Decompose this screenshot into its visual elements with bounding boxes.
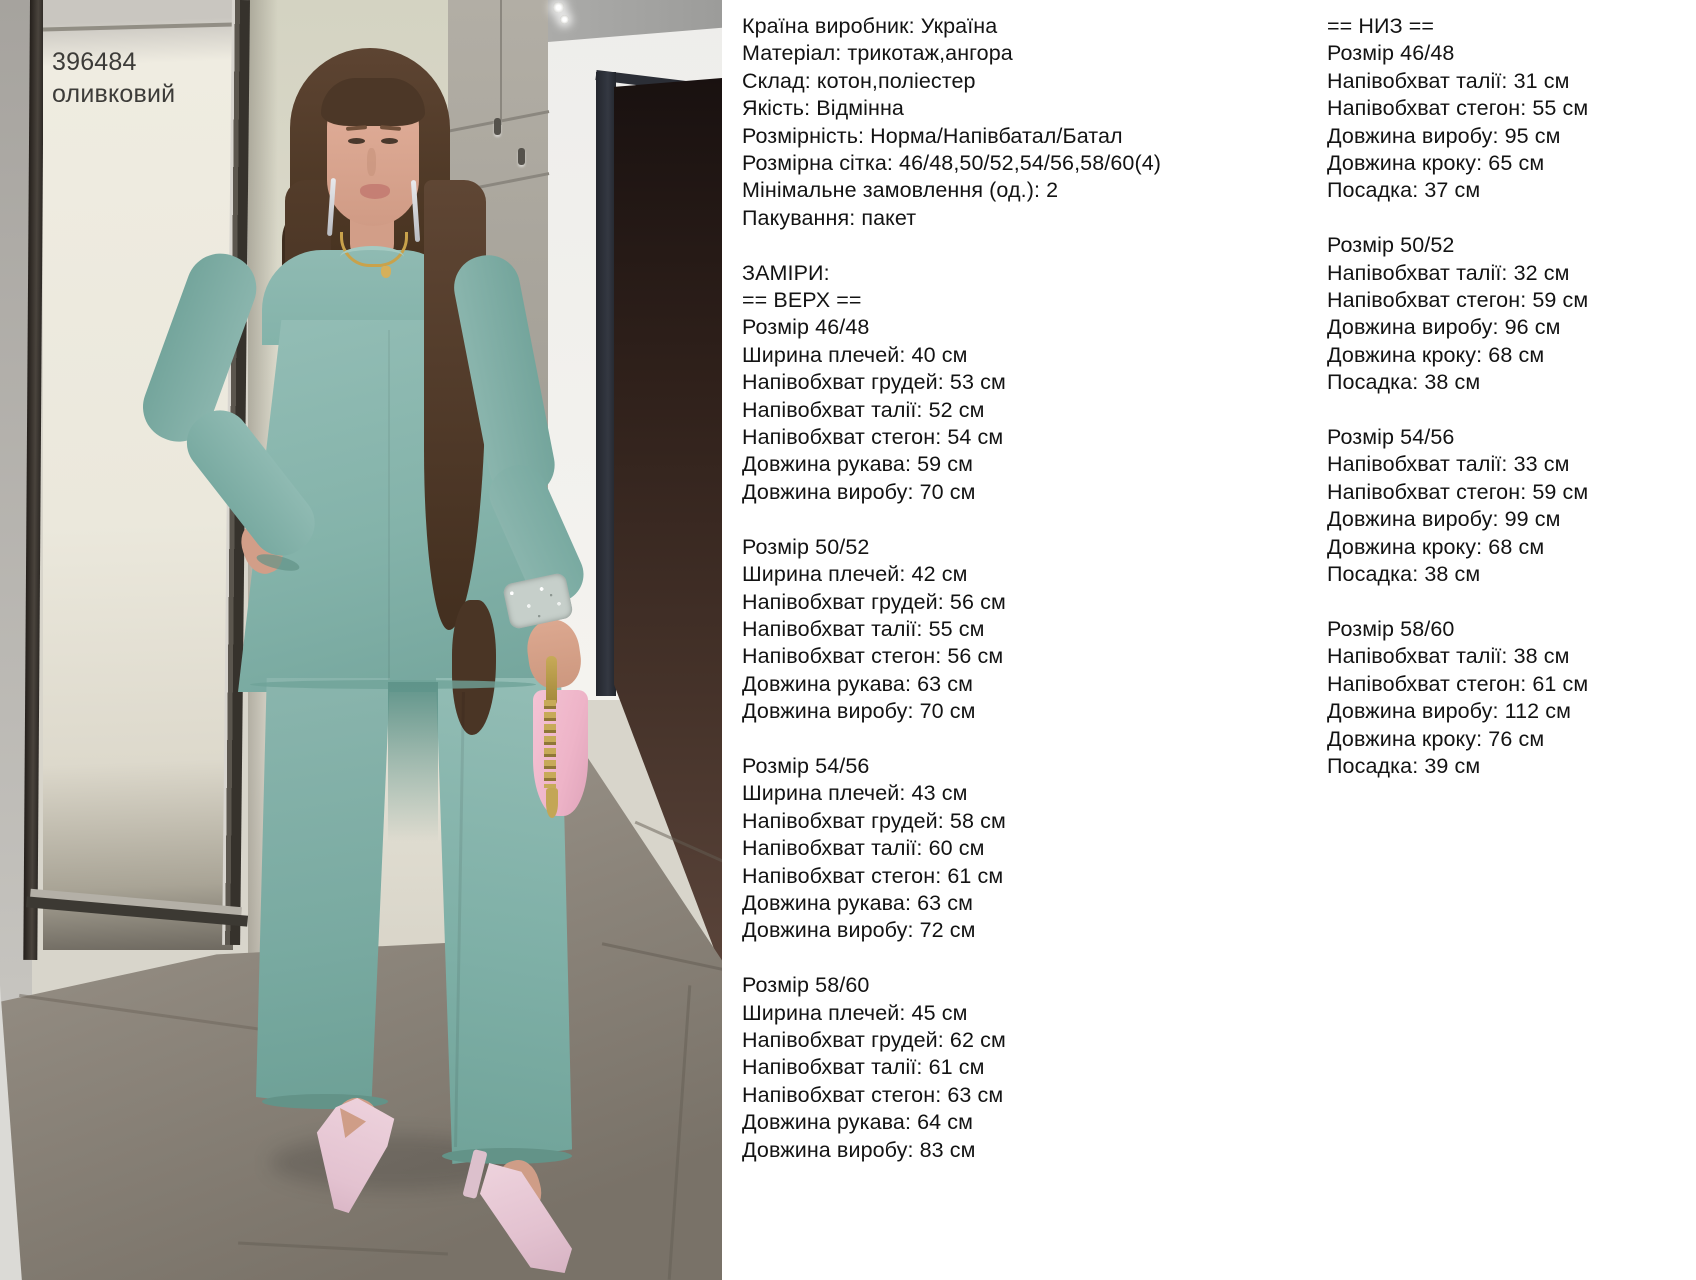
- text-line: Довжина рукава: 59 см: [742, 452, 974, 477]
- text-line: Мінімальне замовлення (од.): 2: [742, 178, 1059, 203]
- pants-left-leg: [256, 678, 390, 1110]
- model-necklace-pendant: [381, 266, 391, 278]
- text-line: Посадка: 39 см: [1327, 753, 1481, 778]
- text-line: Посадка: 37 см: [1327, 178, 1481, 203]
- text-line: Довжина рукава: 63 см: [742, 671, 974, 696]
- product-details-block: [742, 13, 1272, 232]
- text-line: Довжина виробу: 95 см: [1327, 123, 1561, 148]
- text-line: Довжина виробу: 96 см: [1327, 315, 1561, 340]
- text-line: Якість: Відмінна: [742, 96, 904, 121]
- bottom-header-block: [1327, 13, 1677, 40]
- text-line: Напівобхват талії: 32 см: [1327, 260, 1570, 285]
- size-label: Розмір 58/60: [742, 973, 870, 998]
- text-line: Напівобхват талії: 33 см: [1327, 452, 1570, 477]
- text-line: Напівобхват талії: 38 см: [1327, 644, 1570, 669]
- text-line: Довжина виробу: 70 см: [742, 479, 976, 504]
- ceiling-spotlight-2: [560, 15, 569, 24]
- text-line: Склад: котон,поліестер: [742, 68, 976, 93]
- text-line: Напівобхват талії: 60 см: [742, 836, 985, 861]
- text-line: Довжина кроку: 68 см: [1327, 342, 1545, 367]
- bag: [533, 690, 588, 816]
- text-line: Напівобхват грудей: 58 см: [742, 808, 1006, 833]
- top-section-header: == ВЕРХ ==: [742, 288, 862, 313]
- text-line: Напівобхват стегон: 56 см: [742, 644, 1004, 669]
- ceiling-spotlight-1: [553, 2, 564, 13]
- photo-label-color: оливковий: [52, 80, 176, 108]
- text-line: Напівобхват грудей: 53 см: [742, 370, 1006, 395]
- bottom-size-block-58-60: [1327, 616, 1677, 780]
- wardrobe-vertical-seam: [500, 0, 502, 125]
- text-line: Довжина виробу: 83 см: [742, 1137, 976, 1162]
- size-lines: [742, 342, 1272, 506]
- measurements-title: ЗАМІРИ:: [742, 260, 830, 285]
- model-lips: [360, 184, 390, 199]
- text-line: Посадка: 38 см: [1327, 562, 1481, 587]
- text-line: Матеріал: трикотаж,ангора: [742, 41, 1013, 66]
- text-line: Довжина кроку: 65 см: [1327, 151, 1545, 176]
- product-photo: [0, 0, 722, 1280]
- model-eye-right: [381, 138, 398, 144]
- bottom-size-block-50-52: [1327, 232, 1677, 396]
- text-line: Напівобхват грудей: 62 см: [742, 1027, 1006, 1052]
- text-line: Напівобхват стегон: 61 см: [1327, 671, 1589, 696]
- size-label: Розмір 58/60: [1327, 616, 1455, 641]
- size-lines: [742, 780, 1272, 944]
- size-label: Розмір 50/52: [1327, 233, 1455, 258]
- size-lines: [1327, 643, 1677, 780]
- model-nose-shade: [367, 148, 376, 176]
- size-label: Розмір 54/56: [742, 753, 870, 778]
- bottom-size-block-54-56: [1327, 424, 1677, 588]
- text-line: Напівобхват стегон: 61 см: [742, 863, 1004, 888]
- size-label: Розмір 50/52: [742, 534, 870, 559]
- text-line: Розмірна сітка: 46/48,50/52,54/56,58/60(4): [742, 151, 1162, 176]
- size-label: Розмір 54/56: [1327, 425, 1455, 450]
- text-line: Напівобхват грудей: 56 см: [742, 589, 1006, 614]
- text-line: Напівобхват стегон: 63 см: [742, 1082, 1004, 1107]
- text-line: Країна виробник: Україна: [742, 14, 998, 38]
- pants-gap-shadow: [388, 682, 438, 842]
- photo-label: [52, 46, 175, 110]
- tunic-neckline: [340, 246, 404, 268]
- text-line: Напівобхват талії: 31 см: [1327, 68, 1570, 93]
- text-line: Ширина плечей: 42 см: [742, 562, 968, 587]
- bottom-section-header: == НИЗ ==: [1327, 14, 1435, 38]
- measurements-header-block: [742, 260, 1272, 315]
- text-line: Довжина виробу: 112 см: [1327, 699, 1572, 724]
- size-label: Розмір 46/48: [742, 315, 870, 340]
- pants-right-hem: [442, 1148, 572, 1164]
- size-lines: [742, 561, 1272, 725]
- size-lines: [1327, 451, 1677, 588]
- text-line: Ширина плечей: 40 см: [742, 342, 968, 367]
- size-label: Розмір 46/48: [1327, 41, 1455, 66]
- text-line: Напівобхват талії: 61 см: [742, 1055, 985, 1080]
- text-line: Напівобхват стегон: 55 см: [1327, 96, 1589, 121]
- wardrobe-handle-upper: [494, 118, 501, 135]
- text-line: Ширина плечей: 45 см: [742, 1000, 968, 1025]
- size-lines: [742, 1000, 1272, 1164]
- text-line: Напівобхват талії: 52 см: [742, 397, 985, 422]
- wardrobe-handle-lower: [518, 148, 525, 165]
- bottom-size-block-46-48: [1327, 40, 1677, 204]
- top-size-block-54-56: [742, 753, 1272, 945]
- size-lines: [1327, 260, 1677, 397]
- size-lines: [1327, 68, 1677, 205]
- product-info-column: [742, 13, 1272, 1191]
- bag-clasp: [546, 656, 557, 706]
- text-line: Довжина виробу: 70 см: [742, 699, 976, 724]
- text-line: Пакування: пакет: [742, 205, 917, 230]
- photo-label-code: 396484: [52, 48, 137, 76]
- text-line: Довжина кроку: 76 см: [1327, 726, 1545, 751]
- door-frame-left: [596, 72, 616, 696]
- top-size-block-46-48: [742, 314, 1272, 506]
- text-line: Напівобхват стегон: 59 см: [1327, 288, 1589, 313]
- top-size-block-50-52: [742, 534, 1272, 726]
- text-line: Напівобхват стегон: 54 см: [742, 425, 1004, 450]
- text-line: Довжина виробу: 99 см: [1327, 507, 1561, 532]
- text-line: Розмірність: Норма/Напівбатал/Батал: [742, 123, 1123, 148]
- tunic-center-seam: [388, 330, 390, 680]
- text-line: Довжина рукава: 64 см: [742, 1110, 974, 1135]
- bag-chain: [544, 700, 556, 788]
- model-eye-left: [348, 138, 365, 144]
- text-line: Напівобхват стегон: 59 см: [1327, 479, 1589, 504]
- text-line: Довжина рукава: 63 см: [742, 890, 974, 915]
- text-line: Ширина плечей: 43 см: [742, 781, 968, 806]
- bottom-measurements-column: [1327, 13, 1677, 808]
- model-hair-fringe: [321, 78, 425, 126]
- text-line: Довжина кроку: 68 см: [1327, 534, 1545, 559]
- top-size-block-58-60: [742, 972, 1272, 1164]
- text-line: Напівобхват талії: 55 см: [742, 616, 985, 641]
- text-line: Довжина виробу: 72 см: [742, 918, 976, 943]
- bag-tassel: [546, 788, 558, 818]
- text-line: Посадка: 38 см: [1327, 370, 1481, 395]
